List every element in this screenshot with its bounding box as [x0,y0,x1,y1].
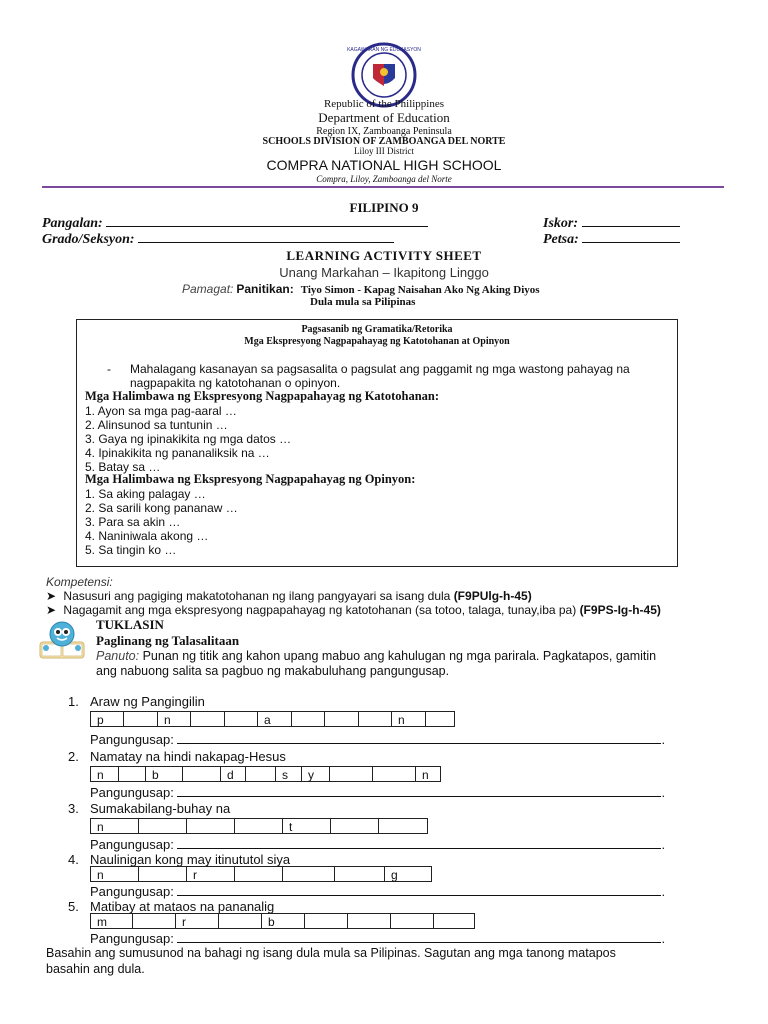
opinion-item: 1. Sa aking palagay … [85,487,206,501]
exercise-phrase: Araw ng Pangingilin [90,694,205,709]
letter-box[interactable]: n [157,711,190,727]
letter-box[interactable]: a [257,711,291,727]
arrow-bullet-icon: ➤ [46,589,57,603]
kompetensi-label: Kompetensi: [46,575,113,589]
letter-box[interactable]: r [175,913,218,929]
sentence-field[interactable] [90,883,665,899]
letter-box[interactable] [329,766,372,782]
letter-box[interactable] [190,711,224,727]
panuto-text-2: ang nabuong salita sa pagbuo ng makabuluhang pangungusap. [96,664,450,678]
grade-field[interactable] [42,230,394,248]
letter-box[interactable]: y [301,766,329,782]
letter-box[interactable] [218,913,261,929]
kompetensi-code: (F9PS-Ig-h-45) [579,603,661,617]
sentence-input-line[interactable] [177,883,661,896]
panuto-label: Panuto: [96,649,140,663]
letter-box-row[interactable] [90,818,428,836]
period-text: . [661,837,666,852]
pangungusap-label: Pangungusap: [90,837,174,852]
letter-box[interactable]: g [384,866,432,882]
fact-item: 1. Ayon sa mga pag-aaral … [85,404,237,418]
score-label: Iskor: [543,216,579,231]
letter-box[interactable]: n [391,711,425,727]
kompetensi-code: (F9PUlg-h-45) [453,589,532,603]
closing-line-1: Basahin ang sumusunod na bahagi ng isang dula mula sa Pilipinas. Sagutan ang mga tanong matapos [46,946,616,960]
exercise-phrase: Matibay at mataos na pananalig [90,899,275,914]
exercise-number: 4. [68,852,79,867]
kompetensi-text: Nagagamit ang mga ekspresyong nagpapahayag ng katotohanan (sa totoo, talaga, tunay,iba pa) [63,603,577,617]
fact-item: 2. Alinsunod sa tuntunin … [85,418,228,432]
name-label: Pangalan: [42,216,103,231]
opinion-title: Mga Halimbawa ng Ekspresyong Nagpapahayag ng Opinyon: [85,472,416,486]
sentence-input-line[interactable] [177,731,661,744]
exercise-number: 2. [68,749,79,764]
republic-text: Republic of the Philippines [323,98,445,110]
tuklasin-title: TUKLASIN [96,617,164,632]
closing-line-2: basahin ang dula. [46,962,145,976]
grade-input-line[interactable] [138,230,394,243]
date-field[interactable] [543,230,680,248]
period-text: . [661,884,666,899]
pamagat-label: Pamagat: [182,282,234,296]
letter-box[interactable] [304,913,347,929]
period-text: . [661,785,666,800]
exercise-phrase: Naulinigan kong may itinututol siya [90,852,291,867]
kompetensi-text: Nasusuri ang pagiging makatotohanan ng ilang pangyayari sa isang dula [63,589,451,603]
period-text: . [661,732,666,747]
fact-item: 3. Gaya ng ipinakikita ng mga datos … [85,432,292,446]
letter-box[interactable]: r [186,866,234,882]
exercise-number: 3. [68,801,79,816]
letter-box[interactable] [291,711,324,727]
box-heading-1: Pagsasanib ng Gramatika/Retorika [301,324,453,335]
letter-box[interactable] [234,818,282,834]
pangungusap-label: Pangungusap: [90,884,174,899]
letter-box[interactable] [347,913,390,929]
sentence-input-line[interactable] [177,930,661,943]
letter-box[interactable] [118,766,145,782]
grammar-box [76,319,678,567]
panuto-line-1 [96,649,656,663]
letter-box[interactable] [425,711,455,727]
letter-box[interactable] [123,711,157,727]
letter-box[interactable] [245,766,275,782]
sentence-input-line[interactable] [177,784,661,797]
grade-label: Grado/Seksyon: [42,232,135,247]
letter-box-row[interactable] [90,711,455,729]
svg-text:KAGAWARAN NG EDUKASYON: KAGAWARAN NG EDUKASYON [347,47,421,53]
quarter-text: Unang Markahan – Ikapitong Linggo [279,265,489,280]
title-sub: Dula mula sa Pilipinas [310,296,416,308]
exercise-number: 5. [68,899,79,914]
letter-box[interactable]: p [90,711,123,727]
panitikan-value: Tiyo Simon - Kapag Naisahan Ako Ng Aking Diyos [300,284,540,296]
pangungusap-label: Pangungusap: [90,931,174,946]
bullet-line-2: nagpapakita ng katotohanan o opinyon. [130,376,341,390]
letter-box[interactable] [324,711,358,727]
division-text: SCHOOLS DIVISION OF ZAMBOANGA DEL NORTE [262,136,506,147]
letter-box[interactable]: n [90,766,118,782]
opinion-item: 4. Naniniwala akong … [85,529,209,543]
pangungusap-label: Pangungusap: [90,732,174,747]
letter-box[interactable] [282,866,334,882]
sentence-field[interactable] [90,930,665,946]
bullet-dash: - [107,362,111,376]
sentence-field[interactable] [90,836,665,852]
sheet-title: LEARNING ACTIVITY SHEET [286,248,482,263]
letter-box[interactable]: m [90,913,132,929]
tuklasin-subtitle: Paglinang ng Talasalitaan [96,633,240,648]
letter-box[interactable] [334,866,384,882]
title-line [182,282,602,297]
bullet-line-1: Mahalagang kasanayan sa pagsasalita o pagsulat ang paggamit ng mga wastong pahayag na [130,362,630,376]
period-text: . [661,931,666,946]
letter-box[interactable] [390,913,433,929]
district-text: Liloy III District [354,146,414,156]
letter-box[interactable]: n [415,766,441,782]
letter-box[interactable]: d [220,766,245,782]
score-input-line[interactable] [582,214,680,227]
letter-box[interactable] [330,818,378,834]
opinion-item: 2. Sa sarili kong pananaw … [85,501,238,515]
letter-box[interactable] [138,866,186,882]
school-address: Compra, Liloy, Zamboanga del Norte [316,174,452,184]
department-text: Department of Education [318,110,450,125]
fact-item: 5. Batay sa … [85,460,161,474]
letter-box-row[interactable] [90,766,441,784]
letter-box[interactable]: b [145,766,182,782]
exercise-number: 1. [68,694,79,709]
letter-box[interactable]: s [275,766,301,782]
school-name: COMPRA NATIONAL HIGH SCHOOL [266,157,502,173]
opinion-item: 3. Para sa akin … [85,515,181,529]
letter-box-row[interactable] [90,913,475,931]
letter-box[interactable]: t [282,818,330,834]
letter-box[interactable] [182,766,220,782]
exercise-phrase: Sumakabilang-buhay na [90,801,231,816]
header-divider [42,186,724,188]
letter-box[interactable] [138,818,186,834]
fact-list [85,404,291,474]
letter-box[interactable] [358,711,391,727]
opinion-list [85,487,238,557]
letter-box-row[interactable] [90,866,432,884]
pangungusap-label: Pangungusap: [90,785,174,800]
name-input-line[interactable] [106,214,428,227]
opinion-item: 5. Sa tingin ko … [85,543,177,557]
fact-item: 4. Ipinakikita ng pananaliksik na … [85,446,270,460]
letter-box[interactable] [234,866,282,882]
letter-box[interactable]: n [90,866,138,882]
letter-box[interactable] [433,913,475,929]
exercise-phrase: Namatay na hindi nakapag-Hesus [90,749,286,764]
letter-box[interactable]: b [261,913,304,929]
fact-title: Mga Halimbawa ng Ekspresyong Nagpapahayag ng Katotohanan: [85,389,440,403]
mascot-icon [36,618,88,662]
region-text: Region IX, Zamboanga Peninsula [316,126,452,137]
sentence-field[interactable] [90,784,665,800]
kompetensi-item [46,603,661,617]
kompetensi-item [46,589,532,603]
date-input-line[interactable] [582,230,680,243]
panuto-text-1: Punan ng titik ang kahon upang mabuo ang kahulugan ng mga parirala. Pagkatapos, gamitin [142,649,657,663]
sentence-field[interactable] [90,731,665,747]
letter-box[interactable] [132,913,175,929]
letter-box[interactable]: n [90,818,138,834]
letter-box[interactable] [378,818,428,834]
letter-box[interactable] [224,711,257,727]
arrow-bullet-icon: ➤ [46,603,57,617]
sentence-input-line[interactable] [177,836,661,849]
subject-title: FILIPINO 9 [349,200,419,215]
panitikan-label: Panitikan: [236,282,294,296]
date-label: Petsa: [543,232,579,247]
box-heading-2: Mga Ekspresyong Nagpapahayag ng Katotohanan at Opinyon [244,336,510,347]
letter-box[interactable] [372,766,415,782]
letter-box[interactable] [186,818,234,834]
